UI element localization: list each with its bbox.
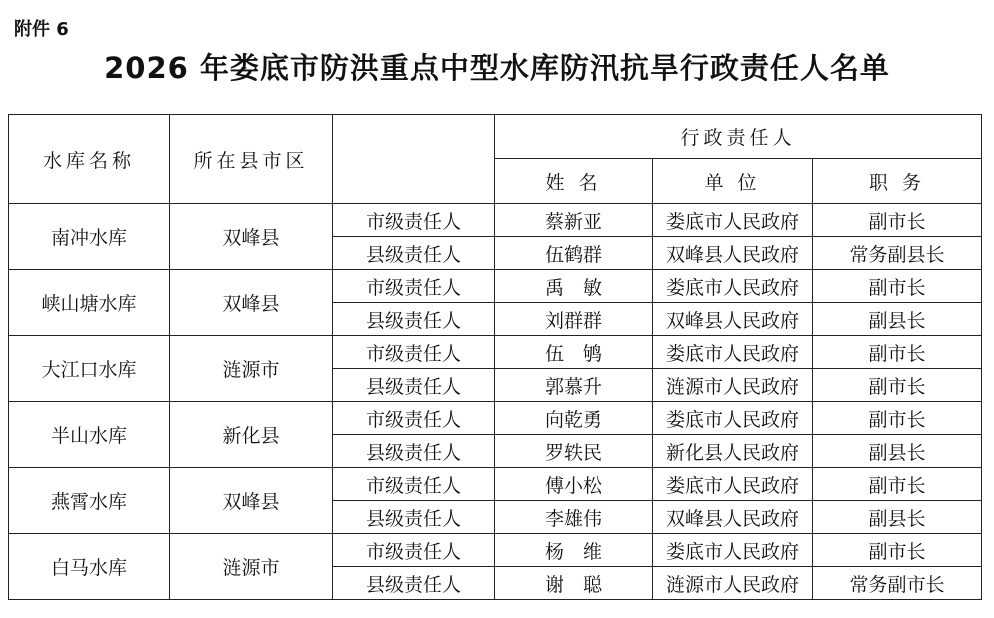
unit-cell: 娄底市人民政府 [653,336,813,369]
responsible-persons-table [8,114,982,600]
person-name-cell: 伍鹤群 [495,237,653,270]
person-name-cell: 刘群群 [495,303,653,336]
reservoir-name-cell: 峡山塘水库 [9,270,170,336]
unit-cell: 娄底市人民政府 [653,534,813,567]
person-name-cell: 罗轶民 [495,435,653,468]
person-name-cell: 谢 聪 [495,567,653,600]
responsibility-level-cell: 县级责任人 [333,567,495,600]
header-person-name: 姓 名 [495,159,653,204]
responsibility-level-cell: 市级责任人 [333,534,495,567]
unit-cell: 双峰县人民政府 [653,237,813,270]
person-name-cell: 禹 敏 [495,270,653,303]
header-county: 所在县市区 [170,115,333,204]
table-row [9,402,982,435]
table-row [9,468,982,501]
position-cell: 副市长 [813,402,982,435]
table-row [9,204,982,237]
position-cell: 副市长 [813,336,982,369]
unit-cell: 娄底市人民政府 [653,468,813,501]
position-cell: 常务副市长 [813,567,982,600]
county-cell: 涟源市 [170,534,333,600]
responsibility-level-cell: 县级责任人 [333,501,495,534]
person-name-cell: 郭慕升 [495,369,653,402]
person-name-cell: 向乾勇 [495,402,653,435]
person-name-cell: 杨 维 [495,534,653,567]
attachment-label: 附件 6 [14,19,69,40]
position-cell: 副县长 [813,501,982,534]
county-cell: 双峰县 [170,204,333,270]
position-cell: 常务副县长 [813,237,982,270]
unit-cell: 娄底市人民政府 [653,204,813,237]
header-unit: 单 位 [653,159,813,204]
header-admin-responsible: 行政责任人 [495,115,982,159]
county-cell: 双峰县 [170,270,333,336]
position-cell: 副市长 [813,468,982,501]
reservoir-name-cell: 白马水库 [9,534,170,600]
table-row [9,534,982,567]
unit-cell: 娄底市人民政府 [653,270,813,303]
responsibility-level-cell: 市级责任人 [333,270,495,303]
table-row [9,336,982,369]
responsibility-level-cell: 县级责任人 [333,303,495,336]
responsibility-level-cell: 市级责任人 [333,204,495,237]
unit-cell: 双峰县人民政府 [653,303,813,336]
position-cell: 副市长 [813,204,982,237]
reservoir-name-cell: 大江口水库 [9,336,170,402]
unit-cell: 新化县人民政府 [653,435,813,468]
responsibility-level-cell: 市级责任人 [333,336,495,369]
reservoir-name-cell: 半山水库 [9,402,170,468]
responsibility-level-cell: 市级责任人 [333,402,495,435]
table-row [9,270,982,303]
document-title: 2026 年娄底市防洪重点中型水库防汛抗旱行政责任人名单 [104,51,890,85]
unit-cell: 涟源市人民政府 [653,567,813,600]
position-cell: 副市长 [813,534,982,567]
responsibility-level-cell: 县级责任人 [333,369,495,402]
position-cell: 副市长 [813,369,982,402]
position-cell: 副县长 [813,303,982,336]
reservoir-name-cell: 南冲水库 [9,204,170,270]
table-body [9,204,982,600]
header-reservoir-name: 水库名称 [9,115,170,204]
responsibility-level-cell: 县级责任人 [333,435,495,468]
responsibility-level-cell: 市级责任人 [333,468,495,501]
unit-cell: 涟源市人民政府 [653,369,813,402]
header-blank [333,115,495,204]
reservoir-name-cell: 燕霄水库 [9,468,170,534]
person-name-cell: 蔡新亚 [495,204,653,237]
county-cell: 涟源市 [170,336,333,402]
responsibility-level-cell: 县级责任人 [333,237,495,270]
header-position: 职 务 [813,159,982,204]
person-name-cell: 李雄伟 [495,501,653,534]
position-cell: 副市长 [813,270,982,303]
position-cell: 副县长 [813,435,982,468]
person-name-cell: 傅小松 [495,468,653,501]
unit-cell: 娄底市人民政府 [653,402,813,435]
person-name-cell: 伍 鸲 [495,336,653,369]
county-cell: 双峰县 [170,468,333,534]
county-cell: 新化县 [170,402,333,468]
unit-cell: 双峰县人民政府 [653,501,813,534]
